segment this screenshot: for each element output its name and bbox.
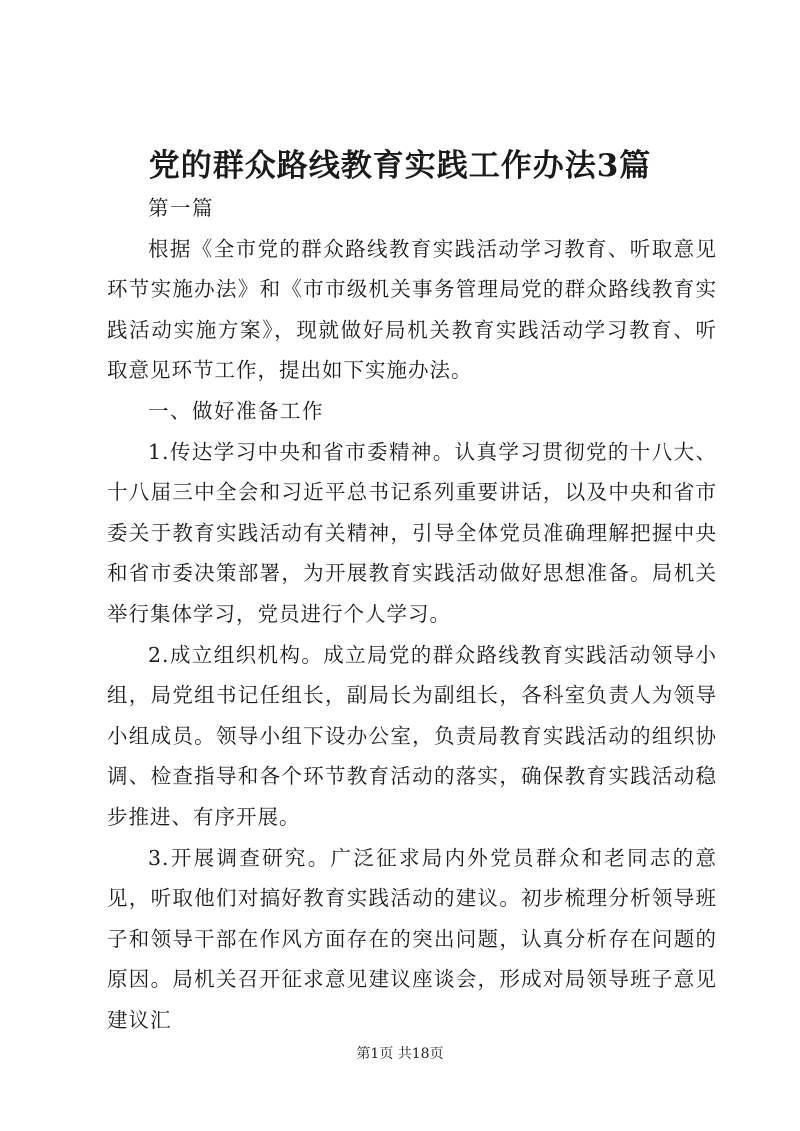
paragraph-intro: 根据《全市党的群众路线教育实践活动学习教育、听取意见环节实施办法》和《市市级机关事务管理局党的群众路线教育实践活动实施方案》，现就做好局机关教育实践活动学习教育、听取意见环节工作，提出如下实施办法。 <box>107 236 717 383</box>
paragraph-item-3: 3.开展调查研究。广泛征求局内外党员群众和老同志的意见，听取他们对搞好教育实践活动的建议。初步梳理分析领导班子和领导干部在作风方面存在的突出问题，认真分析存在问题的原因。局机关召开征求意见建议座谈会，形成对局领导班子意见建议汇 <box>107 845 717 1032</box>
page-footer <box>0 1043 800 1063</box>
paragraph-item-2: 2.成立组织机构。成立局党的群众路线教育实践活动领导小组，局党组书记任组长，副局长为副组长，各科室负责人为领导小组成员。领导小组下设办公室，负责局教育实践活动的组织协调、检查指导和各个环节教育活动的落实，确保教育实践活动稳步推进、有序开展。 <box>107 642 717 829</box>
document-body <box>107 188 717 1040</box>
paragraph-item-1: 1.传达学习中央和省市委精神。认真学习贯彻党的十八大、十八届三中全会和习近平总书记系列重要讲话，以及中央和省市委关于教育实践活动有关精神，引导全体党员准确理解把握中央和省市委决策部署，为开展教育实践活动做好思想准备。局机关举行集体学习，党员进行个人学习。 <box>107 439 717 626</box>
document-title: 党的群众路线教育实践工作办法3篇 <box>148 148 652 184</box>
section-heading: 一、做好准备工作 <box>148 398 324 423</box>
section-heading: 第一篇 <box>148 196 214 220</box>
page-number: 第1页 共18页 <box>356 1046 444 1062</box>
